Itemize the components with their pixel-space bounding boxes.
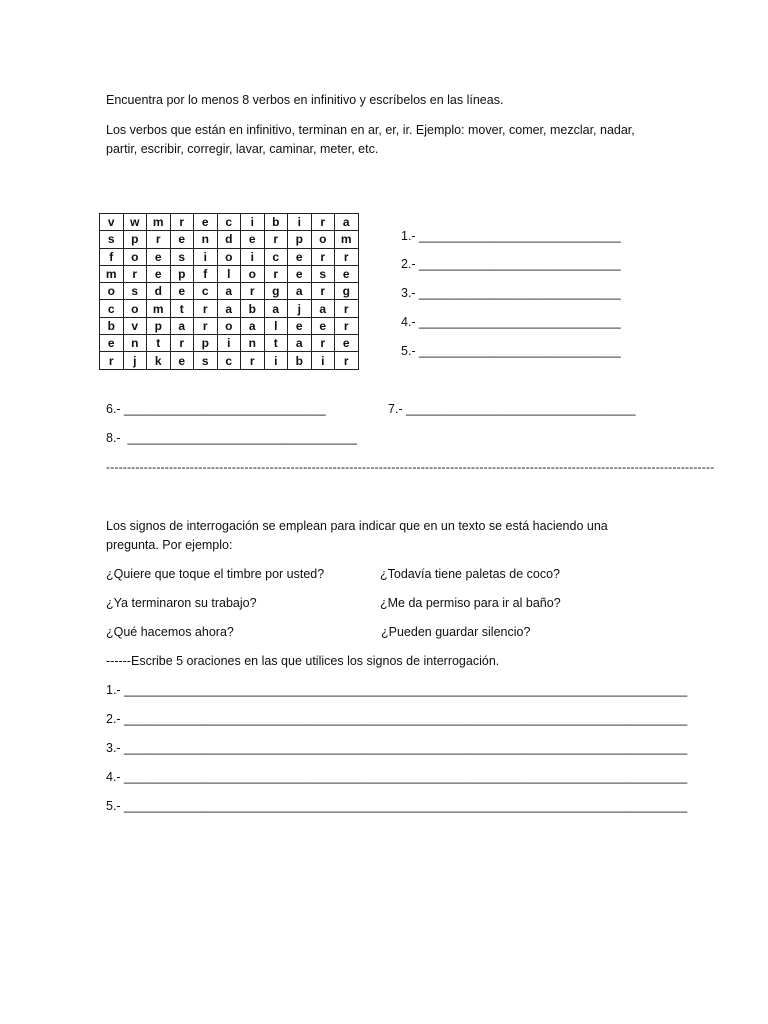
- grid-cell: v: [123, 317, 147, 334]
- grid-cell: s: [170, 248, 194, 265]
- grid-cell: s: [194, 352, 218, 369]
- grid-cell: p: [194, 335, 218, 352]
- grid-cell: i: [241, 248, 265, 265]
- grid-cell: r: [170, 214, 194, 231]
- grid-cell: a: [311, 300, 335, 317]
- grid-cell: o: [123, 248, 147, 265]
- grid-cell: e: [241, 231, 265, 248]
- separator-line: -------------------------------------------------------------------------------------------------------------------------------------------------: [106, 460, 715, 474]
- sentence-line-2[interactable]: 2.- _________________________________________________________________________________: [106, 712, 688, 726]
- grid-cell: i: [241, 214, 265, 231]
- grid-cell: r: [311, 283, 335, 300]
- grid-cell: o: [217, 248, 241, 265]
- grid-cell: o: [311, 231, 335, 248]
- grid-cell: r: [241, 352, 265, 369]
- grid-cell: o: [100, 283, 124, 300]
- grid-cell: i: [217, 335, 241, 352]
- grid-cell: e: [147, 265, 171, 282]
- answer-line-6[interactable]: 6.- _____________________________: [106, 402, 326, 416]
- grid-cell: i: [264, 352, 288, 369]
- grid-cell: a: [170, 317, 194, 334]
- grid-cell: e: [147, 248, 171, 265]
- example-left-2: ¿Ya terminaron su trabajo?: [106, 596, 257, 610]
- grid-cell: e: [335, 265, 359, 282]
- grid-cell: a: [264, 300, 288, 317]
- grid-row: [100, 352, 359, 369]
- grid-cell: f: [194, 265, 218, 282]
- example-left-3: ¿Qué hacemos ahora?: [106, 625, 234, 639]
- grid-cell: e: [288, 317, 312, 334]
- grid-cell: e: [335, 335, 359, 352]
- grid-cell: s: [123, 283, 147, 300]
- grid-cell: m: [100, 265, 124, 282]
- grid-cell: r: [335, 317, 359, 334]
- grid-cell: r: [194, 300, 218, 317]
- grid-cell: p: [288, 231, 312, 248]
- grid-cell: b: [264, 214, 288, 231]
- grid-cell: i: [311, 352, 335, 369]
- grid-cell: m: [147, 214, 171, 231]
- answer-line-2[interactable]: 2.- _____________________________: [401, 257, 621, 271]
- grid-cell: d: [147, 283, 171, 300]
- grid-cell: v: [100, 214, 124, 231]
- grid-cell: g: [264, 283, 288, 300]
- grid-cell: n: [241, 335, 265, 352]
- sentence-line-3[interactable]: 3.- _________________________________________________________________________________: [106, 741, 688, 755]
- sentence-line-1[interactable]: 1.- _________________________________________________________________________________: [106, 683, 688, 697]
- grid-cell: f: [100, 248, 124, 265]
- grid-cell: a: [288, 335, 312, 352]
- grid-row: [100, 335, 359, 352]
- grid-cell: a: [335, 214, 359, 231]
- grid-cell: g: [335, 283, 359, 300]
- grid-cell: r: [241, 283, 265, 300]
- answer-line-8[interactable]: 8.- _________________________________: [106, 431, 357, 445]
- grid-cell: r: [264, 265, 288, 282]
- explanation-text: Los verbos que están en infinitivo, terminan en ar, er, ir. Ejemplo: mover, comer, mezclar, nadar, partir, escribir, corregir, lavar, caminar, meter, etc.: [106, 123, 635, 156]
- sentence-line-4[interactable]: 4.- _________________________________________________________________________________: [106, 770, 688, 784]
- grid-row: [100, 248, 359, 265]
- grid-cell: o: [123, 300, 147, 317]
- grid-row: [100, 300, 359, 317]
- grid-cell: s: [311, 265, 335, 282]
- grid-cell: a: [217, 283, 241, 300]
- grid-row: [100, 214, 359, 231]
- grid-cell: d: [217, 231, 241, 248]
- grid-cell: e: [288, 248, 312, 265]
- sentence-line-5[interactable]: 5.- _________________________________________________________________________________: [106, 799, 688, 813]
- grid-cell: l: [217, 265, 241, 282]
- example-right-2: ¿Me da permiso para ir al baño?: [380, 596, 561, 610]
- grid-cell: i: [194, 248, 218, 265]
- task-text: ------Escribe 5 oraciones en las que utilices los signos de interrogación.: [106, 654, 500, 668]
- grid-cell: p: [123, 231, 147, 248]
- grid-cell: r: [335, 300, 359, 317]
- example-right-3: ¿Pueden guardar silencio?: [381, 625, 531, 639]
- grid-cell: t: [147, 335, 171, 352]
- grid-cell: r: [335, 248, 359, 265]
- grid-cell: k: [147, 352, 171, 369]
- grid-cell: e: [170, 352, 194, 369]
- grid-cell: p: [170, 265, 194, 282]
- grid-cell: j: [123, 352, 147, 369]
- grid-row: [100, 265, 359, 282]
- grid-cell: c: [264, 248, 288, 265]
- grid-cell: e: [288, 265, 312, 282]
- grid-cell: r: [147, 231, 171, 248]
- grid-cell: e: [311, 317, 335, 334]
- grid-cell: n: [194, 231, 218, 248]
- grid-cell: b: [288, 352, 312, 369]
- answer-line-3[interactable]: 3.- _____________________________: [401, 286, 621, 300]
- answer-line-5[interactable]: 5.- _____________________________: [401, 344, 621, 358]
- answer-line-1[interactable]: 1.- _____________________________: [401, 229, 621, 243]
- grid-cell: e: [170, 231, 194, 248]
- grid-cell: c: [194, 283, 218, 300]
- grid-cell: b: [100, 317, 124, 334]
- grid-cell: r: [311, 214, 335, 231]
- grid-cell: b: [241, 300, 265, 317]
- grid-cell: t: [170, 300, 194, 317]
- grid-cell: r: [170, 335, 194, 352]
- grid-cell: w: [123, 214, 147, 231]
- interrogation-intro: Los signos de interrogación se emplean para indicar que en un texto se está haciendo una pregunta. Por ejemplo:: [106, 519, 608, 552]
- grid-cell: e: [170, 283, 194, 300]
- grid-cell: e: [100, 335, 124, 352]
- grid-cell: n: [123, 335, 147, 352]
- answer-line-4[interactable]: 4.- _____________________________: [401, 315, 621, 329]
- grid-cell: t: [264, 335, 288, 352]
- grid-cell: o: [241, 265, 265, 282]
- grid-cell: r: [335, 352, 359, 369]
- grid-cell: c: [100, 300, 124, 317]
- grid-cell: r: [194, 317, 218, 334]
- grid-cell: r: [100, 352, 124, 369]
- grid-cell: r: [311, 248, 335, 265]
- grid-cell: a: [217, 300, 241, 317]
- example-left-1: ¿Quiere que toque el timbre por usted?: [106, 567, 325, 581]
- grid-cell: a: [241, 317, 265, 334]
- word-search-grid: [99, 213, 359, 370]
- example-right-1: ¿Todavía tiene paletas de coco?: [380, 567, 560, 581]
- grid-cell: a: [288, 283, 312, 300]
- answer-line-7[interactable]: 7.- _________________________________: [388, 402, 636, 416]
- grid-cell: m: [147, 300, 171, 317]
- grid-cell: c: [217, 352, 241, 369]
- grid-row: [100, 317, 359, 334]
- grid-cell: i: [288, 214, 312, 231]
- grid-cell: m: [335, 231, 359, 248]
- grid-row: [100, 283, 359, 300]
- grid-cell: e: [194, 214, 218, 231]
- grid-cell: l: [264, 317, 288, 334]
- instruction-text: Encuentra por lo menos 8 verbos en infinitivo y escríbelos en las líneas.: [106, 93, 504, 107]
- grid-cell: j: [288, 300, 312, 317]
- grid-cell: s: [100, 231, 124, 248]
- grid-row: [100, 231, 359, 248]
- grid-cell: r: [311, 335, 335, 352]
- grid-cell: o: [217, 317, 241, 334]
- grid-cell: p: [147, 317, 171, 334]
- grid-cell: c: [217, 214, 241, 231]
- grid-cell: r: [264, 231, 288, 248]
- grid-cell: r: [123, 265, 147, 282]
